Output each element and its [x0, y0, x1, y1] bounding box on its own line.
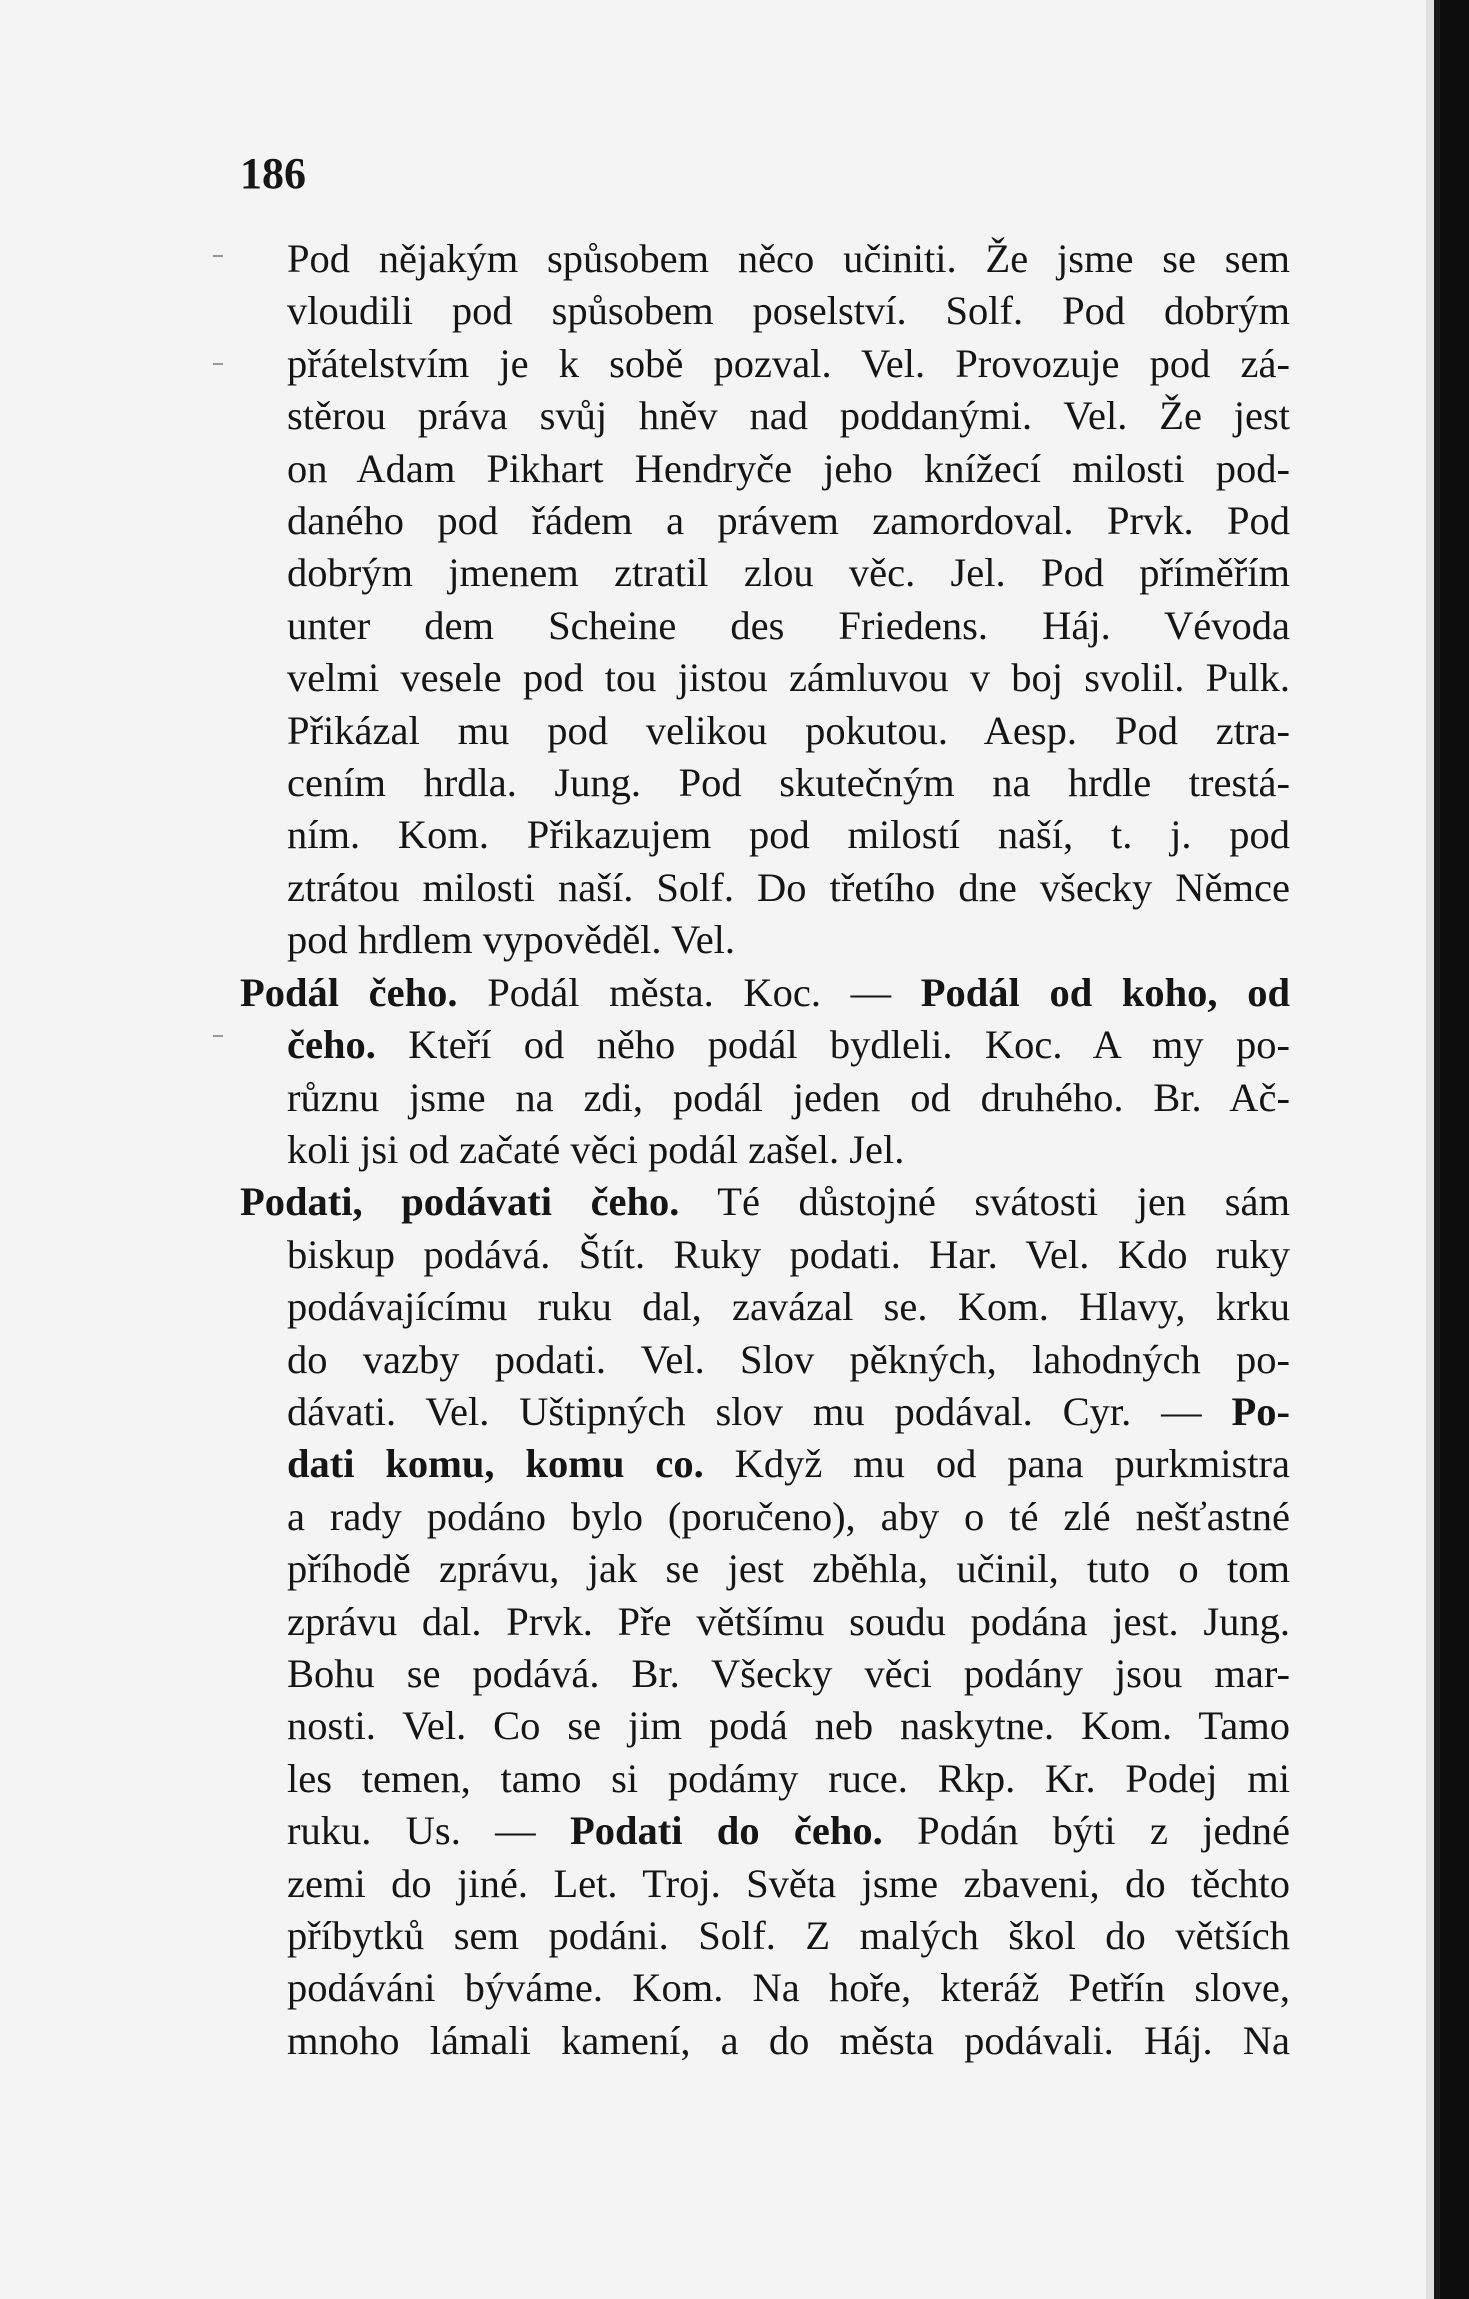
- text-run: příhodě zprávu, jak se jest zběhla, učinil, tuto o tom: [287, 1546, 1290, 1592]
- text-line: [240, 1176, 1290, 1228]
- text-line: [240, 1334, 1290, 1386]
- text-line: [240, 390, 1290, 442]
- headword: Po-: [1231, 1388, 1290, 1434]
- text-line: [240, 495, 1290, 547]
- text-run: unter dem Scheine des Friedens. Háj. Vévoda: [287, 602, 1290, 648]
- text-line: [240, 1753, 1290, 1805]
- text-run: Přikázal mu pod velikou pokutou. Aesp. Pod ztra-: [287, 707, 1290, 753]
- text-line: [240, 1386, 1290, 1438]
- text-line: [240, 914, 1290, 966]
- text-run: stěrou práva svůj hněv nad poddanými. Vel. Že jest: [287, 393, 1290, 439]
- page-number: 186: [240, 149, 306, 198]
- text-line: [240, 443, 1290, 495]
- text-run: ztrátou milosti naší. Solf. Do třetího dne všecky Němce: [287, 864, 1290, 910]
- text-run: mnoho lámali kamení, a do města podávali. Háj. Na: [287, 2017, 1290, 2063]
- text-run: biskup podává. Štít. Ruky podati. Har. Vel. Kdo ruky: [287, 1231, 1290, 1277]
- text-line: [240, 1910, 1290, 1962]
- text-run: daného pod řádem a právem zamordoval. Prvk. Pod: [287, 498, 1290, 544]
- body-text: [240, 233, 1290, 2067]
- margin-mark: [213, 255, 223, 257]
- text-run: a rady podáno bylo (poručeno), aby o té zlé nešťastné: [287, 1493, 1290, 1539]
- text-run: Když mu od pana purkmistra: [703, 1441, 1290, 1487]
- text-line: [240, 652, 1290, 704]
- text-line: [240, 1229, 1290, 1281]
- text-line: [240, 1072, 1290, 1124]
- page-edge: [1426, 0, 1469, 2299]
- text-run: Bohu se podává. Br. Všecky věci podány jsou mar-: [287, 1650, 1290, 1696]
- headword: Podati, podávati čeho.: [240, 1179, 680, 1225]
- text-line: [240, 757, 1290, 809]
- text-line: [240, 862, 1290, 914]
- text-run: Podál města. Koc. —: [457, 969, 921, 1015]
- text-run: zprávu dal. Prvk. Pře většímu soudu podána jest. Jung.: [287, 1598, 1290, 1644]
- text-line: [240, 547, 1290, 599]
- text-run: podávajícímu ruku dal, zavázal se. Kom. Hlavy, krku: [287, 1284, 1290, 1330]
- text-line: [240, 600, 1290, 652]
- text-run: Podán býti z jedné: [882, 1808, 1290, 1854]
- text-line: [240, 1019, 1290, 1071]
- text-line: [240, 1281, 1290, 1333]
- text-run: koli jsi od začaté věci podál zašel. Jel.: [287, 1126, 905, 1172]
- text-line: [240, 1596, 1290, 1648]
- text-run: do vazby podati. Vel. Slov pěkných, lahodných po-: [287, 1336, 1290, 1382]
- text-run: přátelstvím je k sobě pozval. Vel. Provozuje pod zá-: [287, 340, 1290, 386]
- text-line: [240, 1124, 1290, 1176]
- text-line: [240, 2015, 1290, 2067]
- text-line: [240, 705, 1290, 757]
- text-line: [240, 1700, 1290, 1752]
- text-line: [240, 1962, 1290, 2014]
- text-run: ruku. Us. —: [287, 1808, 570, 1854]
- text-line: [240, 809, 1290, 861]
- text-line: [240, 1491, 1290, 1543]
- text-run: ním. Kom. Přikazujem pod milostí naší, t. j. pod: [287, 812, 1290, 858]
- text-run: velmi vesele pod tou jistou zámluvou v boj svolil. Pulk.: [287, 655, 1290, 701]
- text-run: vloudili pod spůsobem poselství. Solf. Pod dobrým: [287, 288, 1290, 334]
- text-line: [240, 338, 1290, 390]
- text-run: podáváni býváme. Kom. Na hoře, kteráž Petřín slove,: [287, 1965, 1290, 2011]
- text-line: [240, 1438, 1290, 1490]
- margin-mark: [213, 1035, 223, 1037]
- headword: dati komu, komu co.: [287, 1441, 704, 1487]
- headword: Podál čeho.: [240, 969, 458, 1015]
- headword: čeho.: [287, 1022, 376, 1068]
- headword: Podati do čeho.: [569, 1808, 883, 1854]
- text-line: [240, 1858, 1290, 1910]
- text-run: les temen, tamo si podámy ruce. Rkp. Kr. Podej mi: [287, 1755, 1290, 1801]
- text-run: Kteří od něho podál bydleli. Koc. A my po-: [375, 1022, 1290, 1068]
- text-run: zemi do jiné. Let. Troj. Světa jsme zbaveni, do těchto: [287, 1860, 1290, 1906]
- text-line: [240, 285, 1290, 337]
- text-line: [240, 1543, 1290, 1595]
- text-run: dávati. Vel. Uštipných slov mu podával. Cyr. —: [287, 1388, 1232, 1434]
- margin-mark: [213, 363, 223, 365]
- text-run: on Adam Pikhart Hendryče jeho knížecí milosti pod-: [287, 445, 1290, 491]
- text-run: Pod nějakým spůsobem něco učiniti. Že jsme se sem: [287, 236, 1290, 281]
- text-line: [240, 967, 1290, 1019]
- text-run: různu jsme na zdi, podál jeden od druhého. Br. Ač-: [287, 1074, 1290, 1120]
- text-run: příbytků sem podáni. Solf. Z malých škol do větších: [287, 1913, 1290, 1958]
- text-run: dobrým jmenem ztratil zlou věc. Jel. Pod příměřím: [287, 550, 1290, 596]
- text-line: [240, 1805, 1290, 1857]
- text-run: pod hrdlem vypověděl. Vel.: [287, 917, 736, 963]
- headword: Podál od koho, od: [920, 969, 1290, 1015]
- text-line: [240, 1648, 1290, 1700]
- text-run: cením hrdla. Jung. Pod skutečným na hrdle trestá-: [287, 760, 1290, 806]
- text-line: [240, 233, 1290, 285]
- text-run: Té důstojné svátosti jen sám: [679, 1179, 1290, 1225]
- text-run: nosti. Vel. Co se jim podá neb naskytne. Kom. Tamo: [287, 1703, 1290, 1749]
